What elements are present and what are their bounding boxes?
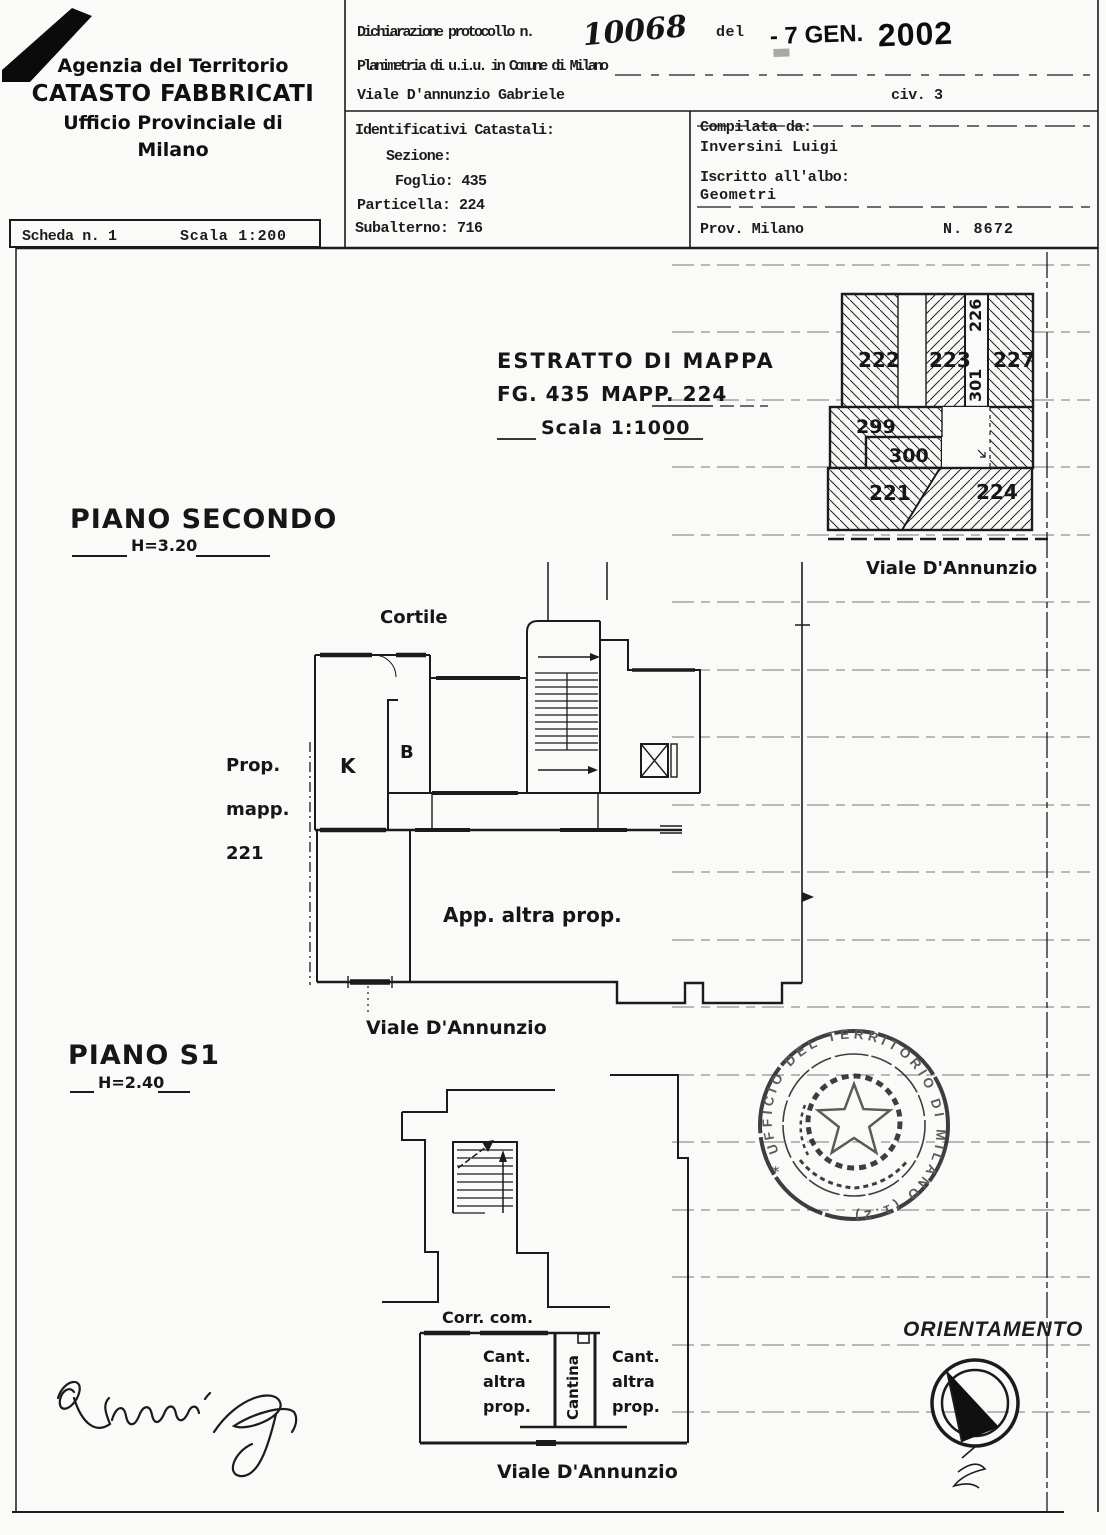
albo-value: Geometri xyxy=(700,187,776,204)
scheda-number: Scheda n. 1 xyxy=(22,228,117,245)
compilata-label: Compilata da: xyxy=(700,119,812,136)
agency-city: Milano xyxy=(137,139,209,161)
albo-number: N. 8672 xyxy=(943,221,1013,238)
date-stamp xyxy=(769,15,953,57)
civ-number: civ. 3 xyxy=(891,87,943,104)
office-round-stamp xyxy=(760,1026,949,1223)
surveyor-initials-mark xyxy=(954,1446,985,1488)
stair-direction-arrows xyxy=(538,653,600,774)
parcel-gap-strip xyxy=(898,294,926,407)
basement-stair-arrows xyxy=(458,1140,507,1213)
floorS1-title-block xyxy=(68,1040,220,1092)
corridor-label: Corr. com. xyxy=(442,1308,534,1327)
agency-office-line: Ufficio Provinciale di xyxy=(63,112,283,134)
map-mapp: MAPP. 224 xyxy=(601,382,728,406)
map-street-label: Viale D'Annunzio xyxy=(866,558,1038,579)
cantina-label: Cantina xyxy=(564,1355,582,1420)
planimetria-line: Planimetria di u.i.u. in Comune di Milano xyxy=(357,58,609,75)
stamp-ring-text: UFFICIO DEL TERRITORIO DI MILANO (1.2) xyxy=(759,1026,949,1224)
protocol-number-handwritten: 10068 xyxy=(581,9,689,54)
particella-field: Particella: 224 xyxy=(357,197,485,214)
cant-right-line3: prop. xyxy=(612,1397,660,1416)
date-stamp-year: 2002 xyxy=(877,14,954,54)
parcel-label-222: 222 xyxy=(858,348,900,372)
cant-right-line1: Cant. xyxy=(612,1347,660,1366)
boundary-tick xyxy=(802,892,814,902)
albo-label: Iscritto all'albo: xyxy=(700,169,850,186)
parcel-label-226: 226 xyxy=(966,298,985,332)
orientation-label: ORIENTAMENTO xyxy=(903,1318,1084,1341)
parcel-label-221: 221 xyxy=(869,481,911,505)
stamp-smudge xyxy=(773,48,789,57)
subalterno-field: Subalterno: 716 xyxy=(355,220,483,237)
cant-right-line2: altra xyxy=(612,1372,655,1391)
prop-label-line2: mapp. xyxy=(226,799,290,820)
floor2-title: PIANO SECONDO xyxy=(70,504,338,535)
room-b-label: B xyxy=(400,742,414,763)
orientation-block xyxy=(903,1318,1083,1488)
stamp-side-star: * xyxy=(772,1163,780,1181)
foglio-field: Foglio: 435 xyxy=(395,173,487,190)
ident-title: Identificativi Catastali: xyxy=(355,122,555,139)
cantina-door xyxy=(578,1334,589,1343)
floorS1-title: PIANO S1 xyxy=(68,1040,220,1071)
parcel-label-223: 223 xyxy=(929,348,971,372)
cortile-label: Cortile xyxy=(380,607,448,628)
prov-field: Prov. Milano xyxy=(700,221,804,238)
cant-left-line1: Cant. xyxy=(483,1347,531,1366)
date-stamp-day: - 7 GEN. xyxy=(769,19,864,51)
signature-handwriting xyxy=(58,1382,296,1476)
agency-office-title: CATASTO FABBRICATI xyxy=(31,81,315,107)
floorS1-height: H=2.40 xyxy=(98,1073,165,1092)
apartment-label: App. altra prop. xyxy=(443,903,622,927)
map-fg: FG. 435 xyxy=(497,382,591,406)
floor2-plan xyxy=(226,562,814,1039)
parcel-label-300: 300 xyxy=(889,445,929,467)
parcel-label-299: 299 xyxy=(856,416,896,438)
room-k-label: K xyxy=(340,754,356,778)
floor2-height: H=3.20 xyxy=(131,536,198,555)
protocol-header xyxy=(355,9,1090,238)
scheda-bar xyxy=(10,220,320,247)
stair-treads xyxy=(535,673,598,750)
floorS1-plan xyxy=(382,1075,688,1483)
map-white-court xyxy=(942,407,990,468)
page-borders xyxy=(12,0,1098,1512)
street-line: Viale D'annunzio Gabriele xyxy=(357,87,565,104)
floor2-street-label: Viale D'Annunzio xyxy=(366,1017,547,1039)
parcel-label-227: 227 xyxy=(993,348,1035,372)
floor2-title-block xyxy=(70,504,337,556)
map-title: ESTRATTO DI MAPPA xyxy=(497,349,775,373)
map-extract-title xyxy=(497,349,775,439)
elevator xyxy=(641,744,677,777)
scala-value: Scala 1:200 xyxy=(180,228,286,245)
compilata-name: Inversini Luigi xyxy=(700,139,838,156)
parcel-label-301: 301 xyxy=(966,368,985,402)
protocol-label: Dichiarazione protocollo n. xyxy=(357,24,535,41)
agency-header xyxy=(32,55,315,161)
agency-name: Agenzia del Territorio xyxy=(57,55,289,77)
stamp-emblem xyxy=(772,1076,908,1188)
sezione-field: Sezione: xyxy=(386,148,452,165)
del-label: del xyxy=(716,24,744,41)
map-scale: Scala 1:1000 xyxy=(541,417,691,439)
floorS1-street-label: Viale D'Annunzio xyxy=(497,1461,678,1483)
cant-left-line2: altra xyxy=(483,1372,526,1391)
map-extract-drawing xyxy=(828,294,1048,579)
parcel-label-224: 224 xyxy=(976,480,1018,504)
prop-label-line3: 221 xyxy=(226,843,264,864)
cant-left-line3: prop. xyxy=(483,1397,531,1416)
prop-label-line1: Prop. xyxy=(226,755,281,776)
